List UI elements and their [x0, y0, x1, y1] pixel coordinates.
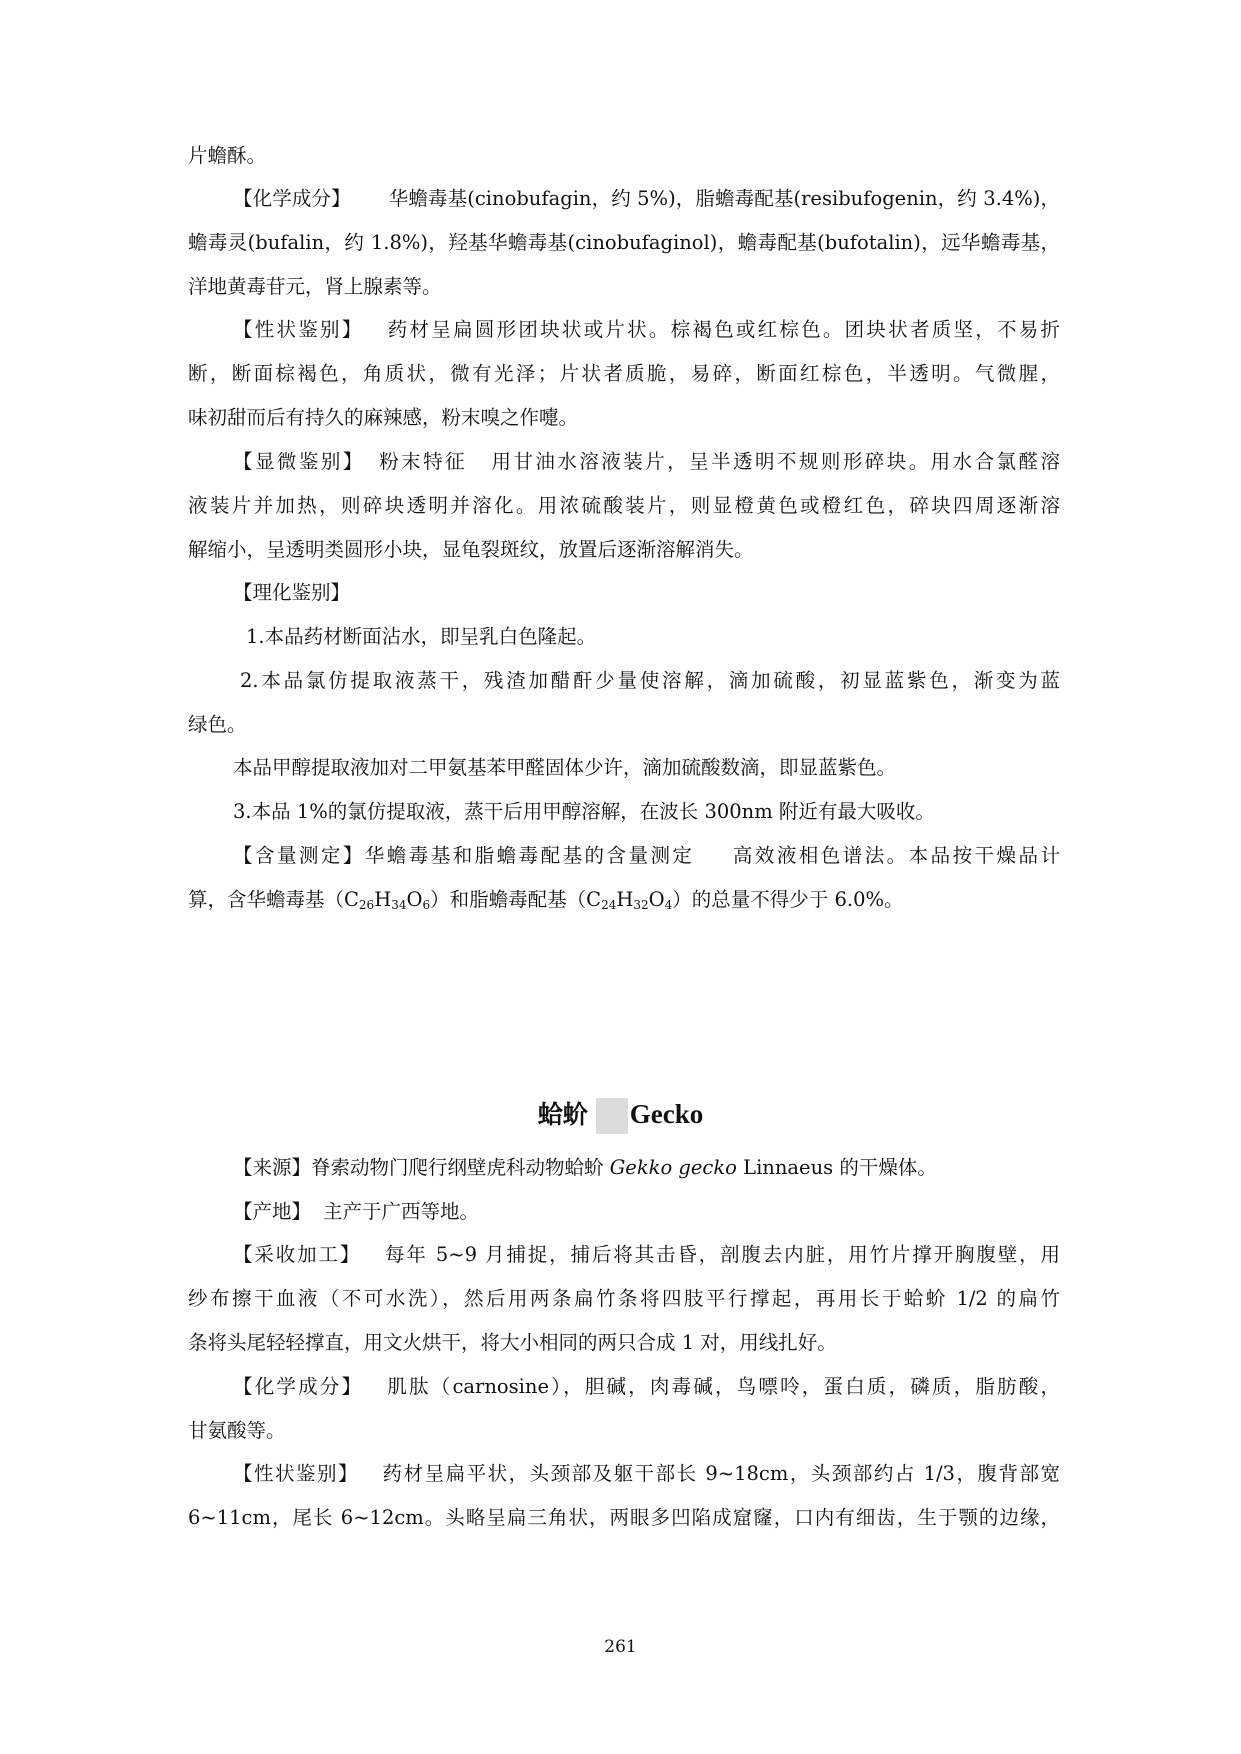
gecko-chem-line-2: 甘氨酸等。	[188, 1419, 286, 1442]
trait-line-1: 【性状鉴别】 药材呈扁圆形团块状或片状。棕褐色或红棕色。团块状者质坚，不易折	[233, 318, 1060, 341]
physchem-item-3: 3.本品 1%的氯仿提取液，蒸干后用甲醇溶解，在波长 300nm 附近有最大吸收。	[233, 800, 935, 823]
processing-line-3: 条将头尾轻轻撑直，用文火烘干，将大小相同的两只合成 1 对，用线扎好。	[188, 1331, 837, 1354]
chem-line-3: 洋地黄毒苷元，肾上腺素等。	[188, 275, 442, 298]
section-tag-traits: 【性状鉴别】	[233, 318, 364, 341]
section-tag-traits: 【性状鉴别】	[233, 1462, 360, 1485]
entry-heading	[0, 1094, 1241, 1135]
chem-line-2: 蟾毒灵(bufalin，约 1.8%)，羟基华蟾毒基(cinobufaginol)，蟾毒配基(bufotalin)，远华蟾毒基，	[188, 231, 1060, 254]
micro-line-2: 液装片并加热，则碎块透明并溶化。用浓硫酸装片，则显橙黄色或橙红色，碎块四周逐渐溶	[188, 494, 1060, 517]
source-line: 【来源】脊索动物门爬行纲壁虎科动物蛤蚧 Gekko gecko Linnaeus 的干燥体。	[233, 1156, 937, 1179]
physchem-item-1: 1.本品药材断面沾水，即呈乳白色隆起。	[246, 625, 597, 648]
page-number: 261	[604, 1637, 637, 1657]
assay-line-2: 算，含华蟾毒基$(C_{26}H_{34}O_6)$和脂蟾毒配基$(C_{24}H_{32}O_4)$的总量不得少于 6.0%。	[188, 888, 904, 912]
micro-line-1: 【显微鉴别】 粉末特征 用甘油水溶液装片，呈半透明不规则形碎块。用水合氯醛溶	[233, 450, 1060, 473]
text-line: 片蟾酥。	[188, 144, 267, 167]
section-tag-physchem: 【理化鉴别】	[233, 581, 351, 604]
processing-line-2: 纱布擦干血液（不可水洗），然后用两条扁竹条将四肢平行撑起，再用长于蛤蚧 1/2 的扁竹	[188, 1287, 1060, 1310]
physchem-item-2-cont: 绿色。	[188, 713, 247, 736]
micro-line-3: 解缩小，呈透明类圆形小块，显龟裂斑纹，放置后逐渐溶解消失。	[188, 538, 754, 561]
gecko-trait-line-2: 6~11cm，尾长 6~12cm。头略呈扁三角状，两眼多凹陷成窟窿，口内有细齿，生于颚的边缘，	[188, 1506, 1060, 1529]
section-tag-chemistry: 【化学成分】	[233, 1375, 364, 1398]
section-tag-origin: 【产地】	[233, 1200, 312, 1223]
highlight-box	[596, 1098, 628, 1134]
section-tag-chemistry: 【化学成分】	[233, 187, 351, 210]
section-tag-microscopy: 【显微鉴别】	[233, 450, 365, 473]
section-tag-assay: 【含量测定】	[233, 844, 365, 867]
origin-line: 【产地】 主产于广西等地。	[233, 1200, 480, 1223]
trait-line-2: 断，断面棕褐色，角质状，微有光泽；片状者质脆，易碎，断面红棕色，半透明。气微腥，	[188, 362, 1060, 385]
section-tag-source: 【来源】	[233, 1156, 312, 1179]
physchem-item-2: 2.本品氯仿提取液蒸干，残渣加醋酐少量使溶解，滴加硫酸，初显蓝紫色，渐变为蓝	[240, 669, 1060, 692]
entry-title-chinese: 蛤蚧	[537, 1100, 588, 1129]
gecko-chem-line-1: 【化学成分】 肌肽（carnosine），胆碱，肉毒碱，鸟嘌呤，蛋白质，磷质，脂肪酸，	[233, 1375, 1060, 1398]
trait-line-3: 味初甜而后有持久的麻辣感，粉末嗅之作嚏。	[188, 406, 579, 429]
assay-line-1: 【含量测定】华蟾毒基和脂蟾毒配基的含量测定 高效液相色谱法。本品按干燥品计	[233, 844, 1060, 867]
processing-line-1: 【采收加工】 每年 5~9 月捕捉，捕后将其击昏，剖腹去内脏，用竹片撑开胸腹壁，用	[233, 1243, 1060, 1266]
section-tag-processing: 【采收加工】	[233, 1243, 362, 1266]
entry-title-english: Gecko	[629, 1099, 704, 1129]
gecko-trait-line-1: 【性状鉴别】 药材呈扁平状，头颈部及躯干部长 9~18cm，头颈部约占 1/3，腹背部宽	[233, 1462, 1060, 1485]
physchem-item-2-extra: 本品甲醇提取液加对二甲氨基苯甲醛固体少许，滴加硫酸数滴，即显蓝紫色。	[233, 756, 897, 779]
chem-line-1: 【化学成分】 华蟾毒基(cinobufagin，约 5%)，脂蟾毒配基(resibufogenin，约 3.4%)，	[233, 187, 1060, 210]
latin-name: Gekko gecko	[609, 1156, 737, 1179]
